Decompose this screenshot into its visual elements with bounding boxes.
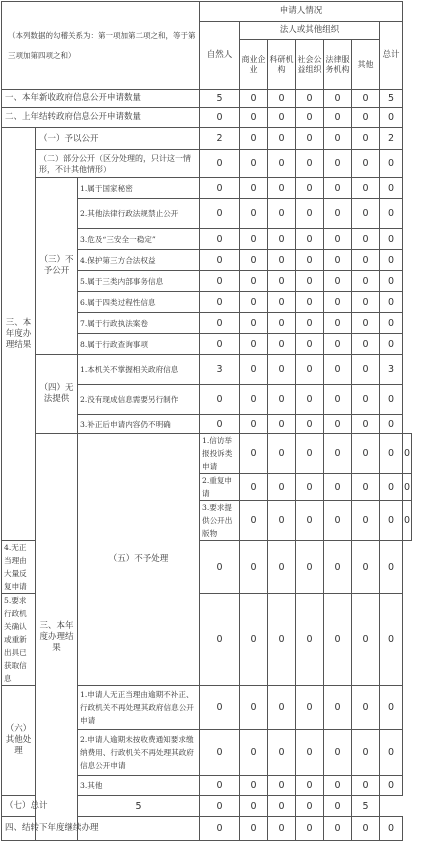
cell: 0 (240, 108, 268, 128)
cell: 0 (268, 199, 296, 229)
table-row (2, 128, 412, 150)
cell: 0 (268, 474, 296, 501)
cell: 0 (296, 501, 324, 541)
table-row (2, 434, 412, 474)
cell: 0 (240, 334, 268, 355)
cell: 0 (268, 817, 296, 841)
cell: 0 (324, 128, 352, 150)
cell: 0 (296, 334, 324, 355)
cell: 0 (268, 594, 296, 686)
group-4-label: （四）无法提供 (36, 355, 78, 434)
cell: 0 (380, 434, 403, 474)
cell: 2 (380, 128, 403, 150)
cell: 0 (352, 776, 380, 796)
cell: 0 (380, 313, 403, 334)
cell: 0 (324, 178, 352, 199)
cell: 0 (324, 434, 352, 474)
row-label: （二）部分公开（区分处理的，只计这一情形，不计其他情形） (36, 150, 200, 178)
cell: 0 (200, 686, 240, 730)
cell: 0 (352, 541, 380, 594)
cell: 0 (380, 108, 403, 128)
cell: 0 (240, 313, 268, 334)
natural-person-header: 自然人 (200, 22, 240, 90)
cell: 0 (296, 796, 324, 817)
cell: 0 (240, 90, 268, 108)
cell: 0 (352, 271, 380, 292)
cell: 0 (352, 686, 380, 730)
research-header: 科研机构 (268, 40, 296, 90)
cell: 0 (240, 796, 268, 817)
cell: 0 (268, 385, 296, 415)
cell: 0 (268, 415, 296, 434)
cell: 0 (324, 355, 352, 385)
cell: 0 (324, 474, 352, 501)
cell: 0 (380, 334, 403, 355)
cell: 0 (200, 199, 240, 229)
item-label: 1.属于国家秘密 (78, 178, 200, 199)
cell: 0 (268, 128, 296, 150)
cell: 0 (324, 90, 352, 108)
cell: 0 (240, 474, 268, 501)
cell: 0 (200, 108, 240, 128)
cell: 0 (268, 776, 296, 796)
item-label: 5.要求行政机关确认或重新出具已获取信息 (2, 594, 36, 686)
cell: 0 (324, 501, 352, 541)
cell: 0 (352, 128, 380, 150)
cell: 0 (380, 150, 403, 178)
cell: 0 (324, 313, 352, 334)
cell: 0 (200, 178, 240, 199)
cell: 5 (352, 796, 380, 817)
cell: 0 (403, 434, 412, 474)
cell: 0 (200, 292, 240, 313)
item-label: 1.申请人无正当理由逾期不补正、行政机关不再处理其政府信息公开申请 (78, 686, 200, 730)
cell: 0 (296, 108, 324, 128)
cell: 0 (296, 385, 324, 415)
cell: 0 (268, 730, 296, 776)
group-6-label: （六）其他处理 (2, 686, 36, 796)
cell: 0 (352, 594, 380, 686)
cell: 0 (352, 250, 380, 271)
cell: 0 (380, 474, 403, 501)
row-label: 一、本年新收政府信息公开申请数量 (2, 90, 200, 108)
legal-group-header: 法人或其他组织 (240, 22, 380, 40)
cell: 0 (240, 686, 268, 730)
cell: 0 (268, 313, 296, 334)
cell: 0 (352, 334, 380, 355)
table-row (2, 817, 412, 841)
cell: 0 (324, 415, 352, 434)
cell: 0 (240, 817, 268, 841)
item-label: 4.无正当理由大量反复申请 (2, 541, 36, 594)
cell: 0 (324, 594, 352, 686)
cell: 0 (324, 150, 352, 178)
cell: 0 (240, 128, 268, 150)
cell: 0 (268, 108, 296, 128)
cell: 0 (296, 594, 324, 686)
item-label: 2.其他法律行政法规禁止公开 (78, 199, 200, 229)
cell: 0 (240, 501, 268, 541)
cell: 0 (268, 150, 296, 178)
header-note: （本列数据的勾稽关系为：第一项加第二项之和，等于第三项加第四项之和） (2, 2, 200, 90)
cell: 0 (296, 292, 324, 313)
cell: 0 (380, 501, 403, 541)
cell: 0 (296, 730, 324, 776)
cell: 3 (380, 355, 403, 385)
cell: 0 (296, 817, 324, 841)
cell: 0 (296, 434, 324, 474)
cell: 0 (240, 150, 268, 178)
cell: 0 (200, 776, 240, 796)
cell: 0 (240, 271, 268, 292)
cell: 0 (324, 817, 352, 841)
cell: 0 (352, 292, 380, 313)
cell: 0 (352, 385, 380, 415)
item-label: 1.本机关不掌握相关政府信息 (78, 355, 200, 385)
item-label: 1.信访举报投诉类申请 (200, 434, 240, 474)
cell: 0 (352, 199, 380, 229)
total-header: 总计 (380, 22, 403, 90)
cell: 0 (200, 313, 240, 334)
cell: 0 (200, 730, 240, 776)
legal-service-header: 法律服务机构 (324, 40, 352, 90)
cell: 0 (324, 229, 352, 250)
cell: 0 (380, 776, 403, 796)
item-label: 3.其他 (78, 776, 200, 796)
cell: 0 (240, 594, 268, 686)
item-label: 4.保护第三方合法权益 (78, 250, 200, 271)
item-label: 2.没有现成信息需要另行制作 (78, 385, 200, 415)
cell: 0 (200, 385, 240, 415)
row-label: （七）总计 (2, 796, 78, 817)
cell: 0 (380, 229, 403, 250)
cell: 0 (380, 385, 403, 415)
cell: 0 (380, 594, 403, 686)
cell: 0 (324, 199, 352, 229)
cell: 0 (324, 108, 352, 128)
cell: 0 (352, 150, 380, 178)
cell: 0 (268, 229, 296, 250)
cell: 0 (240, 229, 268, 250)
cell: 0 (324, 796, 352, 817)
item-label: 6.属于四类过程性信息 (78, 292, 200, 313)
cell: 0 (240, 776, 268, 796)
cell: 0 (324, 776, 352, 796)
cell: 0 (240, 385, 268, 415)
cell: 0 (268, 541, 296, 594)
cell: 0 (352, 90, 380, 108)
commercial-header: 商业企业 (240, 40, 268, 90)
cell: 0 (240, 292, 268, 313)
cell: 0 (324, 250, 352, 271)
cell: 0 (352, 229, 380, 250)
cell: 0 (268, 90, 296, 108)
row-label: （一）予以公开 (36, 128, 200, 150)
cell: 0 (200, 271, 240, 292)
item-label: 2.重复申请 (200, 474, 240, 501)
cell: 5 (200, 90, 240, 108)
item-label: 3.补正后申请内容仍不明确 (78, 415, 200, 434)
cell: 0 (296, 686, 324, 730)
other-header: 其他 (352, 40, 380, 90)
table-row (2, 796, 412, 817)
cell: 0 (200, 817, 240, 841)
cell: 0 (268, 355, 296, 385)
cell: 2 (200, 128, 240, 150)
row-label: 二、上年结转政府信息公开申请数量 (2, 108, 200, 128)
cell: 0 (296, 128, 324, 150)
cell: 0 (296, 313, 324, 334)
item-label: 2.申请人逾期未按收费通知要求缴纳费用、行政机关不再处理其政府信息公开申请 (78, 730, 200, 776)
section-3b-label: 三、本年度办理结果 (36, 434, 78, 841)
cell: 0 (296, 178, 324, 199)
row-label: 四、结转下年度继续办理 (2, 817, 200, 841)
cell: 0 (296, 229, 324, 250)
cell: 0 (296, 199, 324, 229)
cell: 0 (380, 415, 403, 434)
cell: 0 (296, 271, 324, 292)
cell: 0 (296, 474, 324, 501)
cell: 0 (324, 292, 352, 313)
cell: 0 (380, 817, 403, 841)
table-row (2, 178, 412, 199)
cell: 0 (296, 355, 324, 385)
cell: 0 (352, 313, 380, 334)
cell: 0 (268, 501, 296, 541)
cell: 0 (352, 730, 380, 776)
cell: 0 (403, 501, 412, 541)
cell: 0 (380, 292, 403, 313)
cell: 0 (268, 178, 296, 199)
cell: 0 (352, 415, 380, 434)
cell: 0 (324, 541, 352, 594)
table-row (2, 355, 412, 385)
cell: 0 (200, 415, 240, 434)
cell: 0 (240, 250, 268, 271)
cell: 0 (240, 199, 268, 229)
cell: 0 (403, 474, 412, 501)
cell: 0 (296, 150, 324, 178)
item-label: 3.危及“三安全一稳定” (78, 229, 200, 250)
cell: 0 (200, 334, 240, 355)
cell: 0 (352, 178, 380, 199)
cell: 0 (200, 250, 240, 271)
cell: 0 (324, 385, 352, 415)
cell: 3 (200, 355, 240, 385)
cell: 0 (352, 501, 380, 541)
cell: 0 (200, 541, 240, 594)
cell: 0 (268, 271, 296, 292)
gov-info-disclosure-table (1, 1, 412, 841)
cell: 0 (240, 541, 268, 594)
cell: 0 (380, 250, 403, 271)
cell: 0 (296, 541, 324, 594)
cell: 0 (268, 686, 296, 730)
table-row (2, 150, 412, 178)
cell: 0 (268, 434, 296, 474)
group-5-label: （五）不予处理 (78, 434, 200, 686)
cell: 0 (296, 776, 324, 796)
item-label: 7.属于行政执法案卷 (78, 313, 200, 334)
header-row-1 (2, 2, 412, 22)
cell: 0 (352, 108, 380, 128)
cell: 0 (380, 686, 403, 730)
cell: 5 (78, 796, 200, 817)
cell: 0 (380, 730, 403, 776)
section-3-label: 三、本年度办理结果 (2, 128, 36, 541)
cell: 0 (240, 415, 268, 434)
cell: 0 (200, 150, 240, 178)
cell: 0 (324, 334, 352, 355)
cell: 0 (240, 178, 268, 199)
cell: 0 (352, 474, 380, 501)
cell: 0 (380, 178, 403, 199)
cell: 0 (268, 796, 296, 817)
cell: 5 (380, 90, 403, 108)
item-label: 3.要求提供公开出版物 (200, 501, 240, 541)
applicant-header: 申请人情况 (200, 2, 403, 22)
cell: 0 (380, 199, 403, 229)
cell: 0 (268, 292, 296, 313)
cell: 0 (324, 730, 352, 776)
cell: 0 (200, 229, 240, 250)
cell: 0 (352, 817, 380, 841)
cell: 0 (296, 415, 324, 434)
cell: 0 (268, 334, 296, 355)
item-label: 8.属于行政查询事项 (78, 334, 200, 355)
item-label: 5.属于三类内部事务信息 (78, 271, 200, 292)
cell: 0 (324, 686, 352, 730)
cell: 0 (352, 355, 380, 385)
cell: 0 (268, 250, 296, 271)
cell: 0 (240, 434, 268, 474)
cell: 0 (240, 730, 268, 776)
cell: 0 (352, 434, 380, 474)
table-row (2, 108, 412, 128)
social-header: 社会公益组织 (296, 40, 324, 90)
cell: 0 (240, 355, 268, 385)
cell: 0 (296, 90, 324, 108)
cell: 0 (380, 271, 403, 292)
cell: 0 (200, 796, 240, 817)
cell: 0 (324, 271, 352, 292)
cell: 0 (380, 541, 403, 594)
group-3-label: （三）不予公开 (36, 178, 78, 355)
table-row (2, 90, 412, 108)
cell: 0 (296, 250, 324, 271)
cell: 0 (200, 594, 240, 686)
